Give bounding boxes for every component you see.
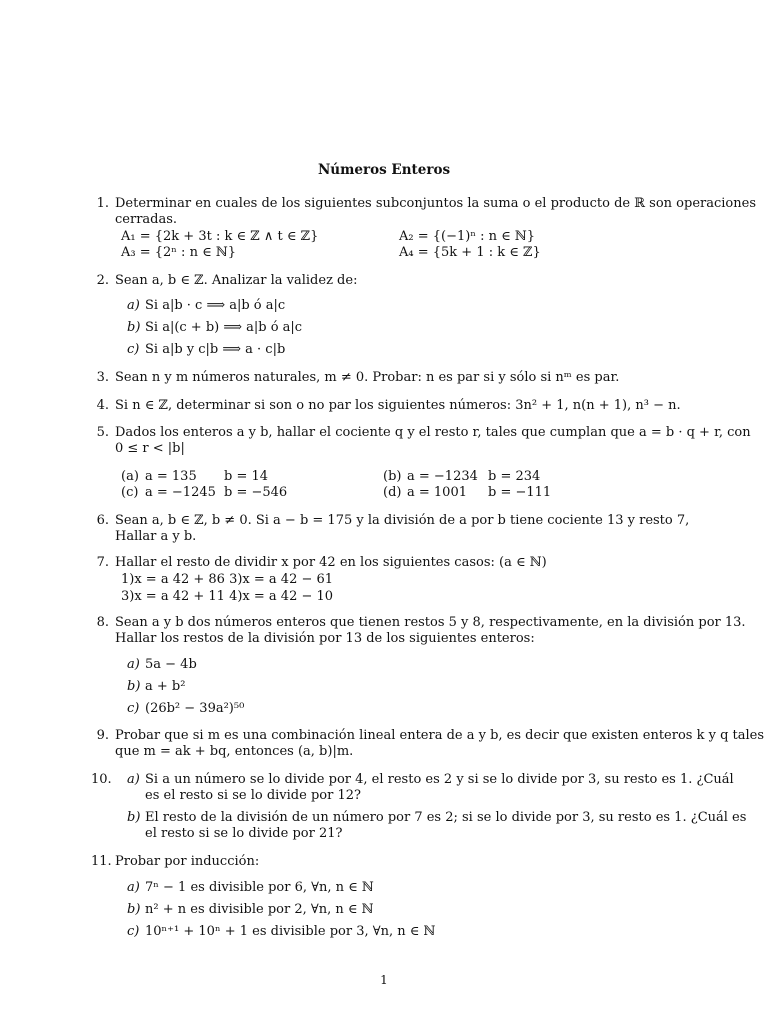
problem-11-text: Probar por inducción: [115, 854, 260, 869]
problem-2-item-b: Si a|(c + b) ⟹ a|b ó a|c [145, 320, 303, 335]
case-a-a: a = 135 [145, 469, 197, 484]
set-a2: A₂ = {(−1)ⁿ : n ∈ ℕ} [399, 229, 536, 244]
problem-11-item-b: n² + n es divisible por 2, ∀n, n ∈ ℕ [145, 902, 374, 917]
set-a4: A₄ = {5k + 1 : k ∈ ℤ} [399, 245, 541, 260]
problem-11-item-c-label: c) [127, 924, 140, 939]
problem-7-number: 7. [96, 555, 109, 570]
problem-1-text: Determinar en cuales de los siguientes subconjuntos la suma o el producto de ℝ son operaciones [115, 196, 756, 211]
problem-8-item-a: 5a − 4b [145, 657, 197, 672]
problem-11-item-b-label: b) [127, 902, 141, 917]
problem-7-row-2: 3)x = a 42 + 11 4)x = a 42 − 10 [121, 589, 334, 604]
problem-4-number: 4. [96, 398, 109, 413]
problem-2-item-a-label: a) [127, 298, 140, 313]
problem-9-number: 9. [96, 728, 109, 743]
case-c-b: b = −546 [224, 485, 288, 500]
case-d-b: b = −111 [488, 485, 552, 500]
problem-7-text: Hallar el resto de dividir x por 42 en los siguientes casos: (a ∈ ℕ) [115, 555, 547, 570]
problem-8-text-cont: Hallar los restos de la división por 13 de los siguientes enteros: [115, 631, 535, 646]
case-b-b: b = 234 [488, 469, 541, 484]
problem-8-number: 8. [96, 615, 109, 630]
problem-5-text-cont: 0 ≤ r < |b| [115, 441, 185, 456]
case-b-label: (b) [383, 469, 402, 484]
problem-10-item-a: Si a un número se lo divide por 4, el resto es 2 y si se lo divide por 3, su resto es 1. ¿Cuál [145, 772, 734, 787]
problem-8-item-b: a + b² [145, 679, 186, 694]
problem-2-item-c-label: c) [127, 342, 140, 357]
problem-8-text: Sean a y b dos números enteros que tienen restos 5 y 8, respectivamente, en la división por 13. [115, 615, 746, 630]
case-a-label: (a) [121, 469, 139, 484]
problem-8-item-b-label: b) [127, 679, 141, 694]
problem-6-number: 6. [96, 513, 109, 528]
problem-8-item-c: (26b² − 39a²)⁵⁰ [145, 701, 245, 716]
problem-10-item-a-label: a) [127, 772, 140, 787]
page-number: 1 [380, 973, 388, 987]
page-title: Números Enteros [317, 162, 451, 178]
problem-1-number: 1. [96, 196, 109, 211]
problem-5-number: 5. [96, 425, 109, 440]
problem-10-number: 10. [91, 772, 112, 787]
case-c-label: (c) [121, 485, 139, 500]
set-a3: A₃ = {2ⁿ : n ∈ ℕ} [121, 245, 236, 260]
problem-9-text-cont: que m = ak + bq, entonces (a, b)|m. [115, 744, 354, 759]
case-a-b: b = 14 [224, 469, 269, 484]
problem-2-text: Sean a, b ∈ ℤ. Analizar la validez de: [115, 273, 358, 288]
problem-4-text: Si n ∈ ℤ, determinar si son o no par los siguientes números: 3n² + 1, n(n + 1), n³ − n. [115, 398, 681, 413]
problem-2-number: 2. [96, 273, 109, 288]
problem-10-item-b: El resto de la división de un número por 7 es 2; si se lo divide por 3, su resto es 1. ¿Cuál es [145, 810, 747, 825]
problem-8-item-a-label: a) [127, 657, 140, 672]
problem-11-number: 11. [91, 854, 112, 869]
problem-6-text: Sean a, b ∈ ℤ, b ≠ 0. Si a − b = 175 y la división de a por b tiene cociente 13 y resto 7, [115, 513, 690, 528]
case-d-label: (d) [383, 485, 402, 500]
case-c-a: a = −1245 [145, 485, 216, 500]
set-a1: A₁ = {2k + 3t : k ∈ ℤ ∧ t ∈ ℤ} [121, 229, 319, 244]
problem-6-text-cont: Hallar a y b. [115, 529, 197, 544]
problem-11-item-a: 7ⁿ − 1 es divisible por 6, ∀n, n ∈ ℕ [145, 880, 374, 895]
case-b-a: a = −1234 [407, 469, 478, 484]
problem-3-number: 3. [96, 370, 109, 385]
problem-1-text-cont: cerradas. [115, 212, 178, 227]
problem-5-text: Dados los enteros a y b, hallar el cociente q y el resto r, tales que cumplan que a = b · q + r, con [115, 425, 751, 440]
case-d-a: a = 1001 [407, 485, 467, 500]
problem-2-item-c: Si a|b y c|b ⟹ a · c|b [145, 342, 286, 357]
problem-11-item-c: 10ⁿ⁺¹ + 10ⁿ + 1 es divisible por 3, ∀n, n ∈ ℕ [145, 924, 436, 939]
problem-10-item-b-label: b) [127, 810, 141, 825]
problem-10-item-a-cont: es el resto si se lo divide por 12? [145, 788, 361, 803]
problem-9-text: Probar que si m es una combinación lineal entera de a y b, es decir que existen enteros k y q tales [115, 728, 765, 743]
problem-2-item-b-label: b) [127, 320, 141, 335]
problem-11-item-a-label: a) [127, 880, 140, 895]
problem-3-text: Sean n y m números naturales, m ≠ 0. Probar: n es par si y sólo si nᵐ es par. [115, 370, 620, 385]
problem-10-item-b-cont: el resto si se lo divide por 21? [145, 826, 343, 841]
problem-2-item-a: Si a|b · c ⟹ a|b ó a|c [145, 298, 286, 313]
problem-8-item-c-label: c) [127, 701, 140, 716]
problem-7-row-1: 1)x = a 42 + 86 3)x = a 42 − 61 [121, 572, 334, 587]
